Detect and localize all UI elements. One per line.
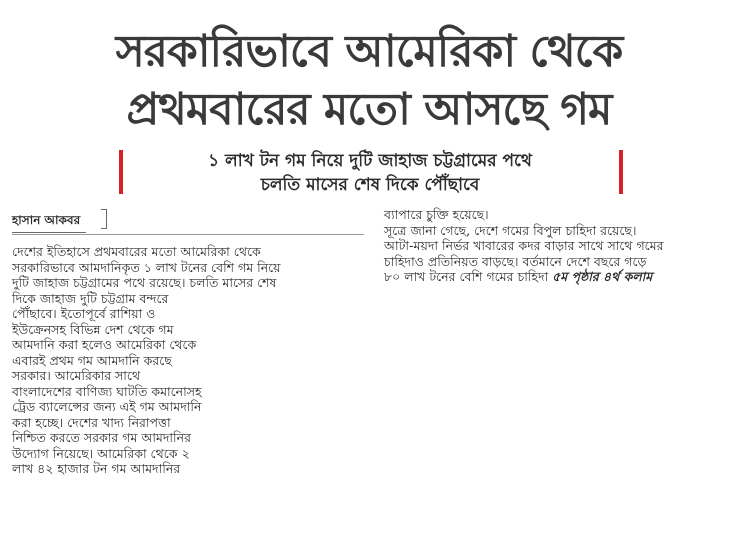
body-text-line: ব্যাপারে চুক্তি হয়েছে। <box>384 207 489 222</box>
byline: হাসান আকবর <box>12 212 86 233</box>
body-text-line: দিকে জাহাজ দুটি চট্টগ্রাম বন্দরে <box>12 290 169 306</box>
byline-divider <box>12 234 364 235</box>
body-text-line <box>384 269 730 285</box>
body-text-line: চাহিদাও প্রতিনিয়ত বাড়ছে। বর্তমানে দেশে বছরে গড়ে <box>384 253 647 269</box>
continuation-link[interactable]: ৫ম পৃষ্ঠার ৪র্থ কলাম <box>552 269 653 284</box>
subheadline-left-accent-bar <box>119 150 123 194</box>
body-text-line: আটা-ময়দা নির্ভর খাবারের কদর বাড়ার সাথে সাথে গমের <box>384 238 664 253</box>
headline-line-2: প্রথমবারের মতো আসছে গম <box>126 84 612 135</box>
body-text-line: পৌঁছাবে। ইতোপূর্বে রাশিয়া ও <box>12 306 156 321</box>
body-text-line: উদ্যোগ নিয়েছে। আমেরিকা থেকে ২ <box>12 445 190 461</box>
body-text-line: ট্রেড ব্যালেন্সের জন্য এই গম আমদানি <box>12 399 202 414</box>
subheadline-right-accent-bar <box>619 150 623 194</box>
body-text-line: সূত্রে জানা গেছে, দেশে গমের বিপুল চাহিদা রয়েছে। <box>384 222 637 238</box>
body-text-line: লাখ ৪২ হাজার টন গম আমদানির <box>12 461 181 476</box>
column-blank-space <box>255 307 364 533</box>
subheadline-line-1: ১ লাখ টন গম নিয়ে দুটি জাহাজ চট্টগ্রামের পথে <box>208 151 532 171</box>
body-text-line: ইউক্রেনসহ বিভিন্ন দেশ থেকে গম <box>12 321 174 337</box>
body-text-line: নিশ্চিত করতে সরকার গম আমদানির <box>12 430 191 445</box>
body-text-line: দেশের ইতিহাসে প্রথমবারের মতো আমেরিকা থেকে <box>12 244 261 259</box>
body-column-right <box>384 207 730 285</box>
body-text-line: বাংলাদেশের বাণিজ্য ঘাটতি কমানোসহ <box>12 383 202 399</box>
headline-line-1: সরকারিভাবে আমেরিকা থেকে <box>115 26 623 77</box>
body-text-line: দুটি জাহাজ চট্টগ্রামের পথে রয়েছে। চলতি মাসের শেষ <box>12 275 277 290</box>
body-text-line: করা হচ্ছে। দেশের খাদ্য নিরাপত্তা <box>12 414 171 430</box>
body-text-fragment: ৮০ লাখ টনের বেশি গমের চাহিদা <box>384 269 549 284</box>
subheadline-line-2: চলতি মাসের শেষ দিকে পৌঁছাবে <box>260 175 480 195</box>
byline-bracket <box>101 209 107 229</box>
body-text-line: সরকার। আমেরিকার সাথে <box>12 368 141 383</box>
body-text-line: সরকারিভাবে আমদানিকৃত ১ লাখ টনের বেশি গম নিয়ে <box>12 259 281 275</box>
body-text-line: এবারই প্রথম গম আমদানি করছে <box>12 352 172 368</box>
body-text-line: আমদানি করা হলেও আমেরিকা থেকে <box>12 337 197 352</box>
